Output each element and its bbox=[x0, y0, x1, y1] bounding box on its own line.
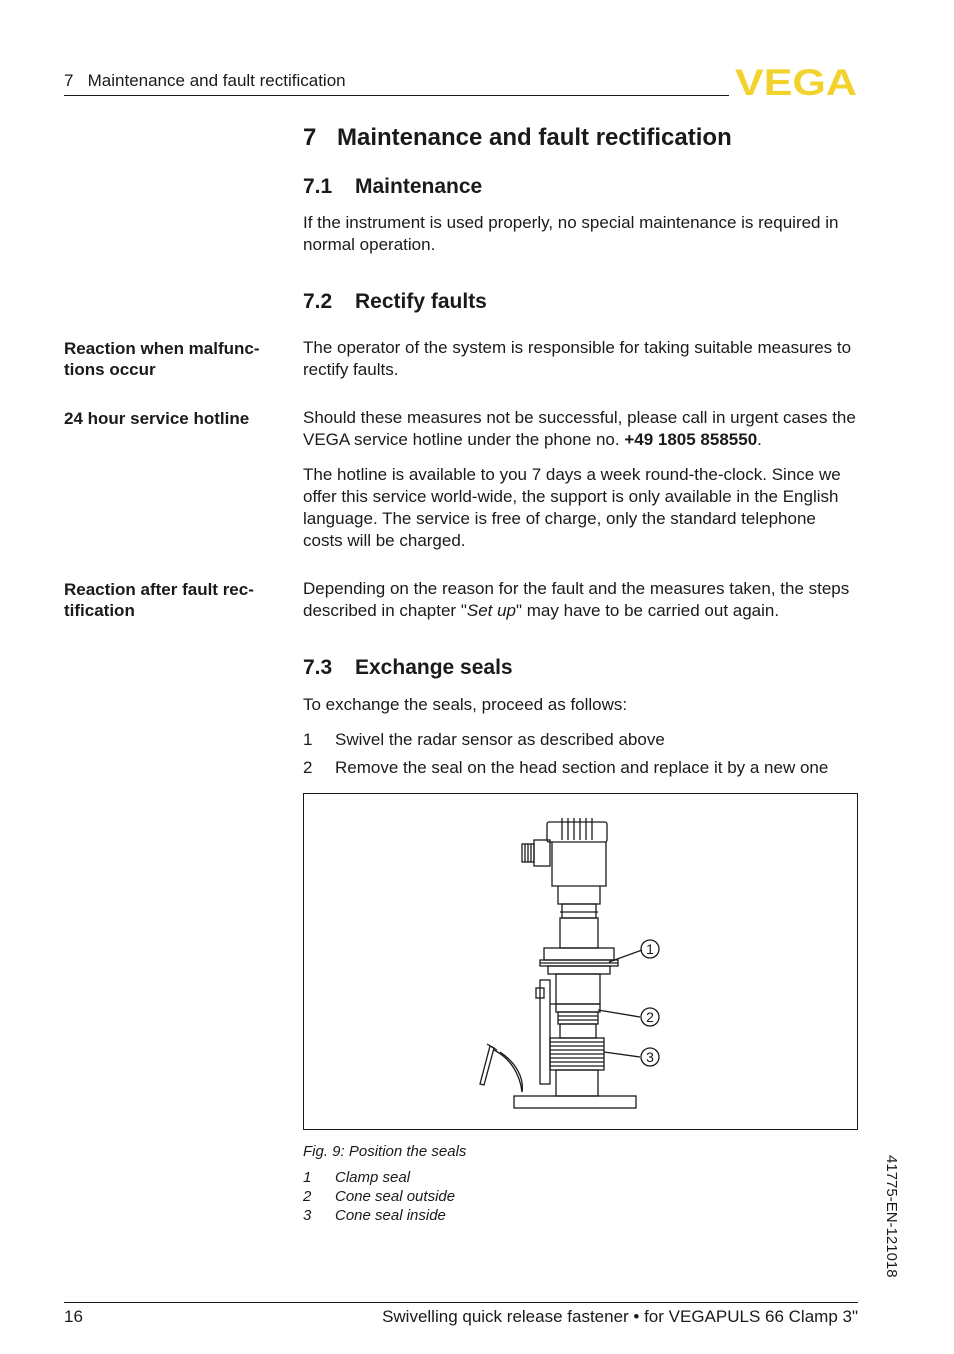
document-id-text: 41775-EN-121018 bbox=[883, 1155, 900, 1278]
margin-label-after-fault: Reaction after fault rec-tification bbox=[64, 580, 254, 620]
chapter-number: 7 bbox=[303, 124, 317, 151]
legend-item bbox=[303, 1187, 455, 1206]
legend-number: 3 bbox=[303, 1207, 312, 1224]
callout-2: 2 bbox=[646, 1009, 654, 1025]
footer-rule bbox=[64, 1302, 858, 1303]
section-heading-exchange-seals bbox=[303, 656, 513, 680]
hotline-paragraph bbox=[303, 407, 859, 451]
step-text: Swivel the radar sensor as described above bbox=[335, 730, 665, 749]
hotline-availability-paragraph: The hotline is available to you 7 days a week round-the-clock. Since we offer this service world-wide, the support is only available in the English language. The service is free of charge, only the standard telephone costs will be charged. bbox=[303, 465, 841, 550]
section-number: 7.2 bbox=[303, 290, 333, 313]
legend-text: Clamp seal bbox=[335, 1169, 411, 1186]
section-title: Maintenance bbox=[355, 175, 483, 198]
after-fault-text: Depending on the reason for the fault and the measures taken, the steps described in chapter " bbox=[303, 579, 850, 620]
after-fault-paragraph bbox=[303, 578, 859, 622]
chapter-title: Maintenance and fault rectification bbox=[337, 124, 732, 151]
vega-logo bbox=[734, 66, 858, 98]
document-id bbox=[876, 1155, 906, 1305]
legend-text: Cone seal inside bbox=[335, 1207, 446, 1224]
after-fault-text-end: " may have to be carried out again. bbox=[516, 601, 780, 620]
footer-document-title: Swivelling quick release fastener • for VEGAPULS 66 Clamp 3" bbox=[382, 1307, 858, 1326]
page-number: 16 bbox=[64, 1307, 83, 1326]
running-header: 7 Maintenance and fault rectification bbox=[64, 71, 346, 90]
margin-label-malfunction: Reaction when malfunc-tions occur bbox=[64, 339, 260, 379]
maintenance-paragraph: If the instrument is used properly, no special maintenance is required in normal operation. bbox=[303, 213, 839, 254]
legend-item bbox=[303, 1206, 446, 1225]
vega-logo-text: VEGA bbox=[735, 66, 857, 98]
malfunction-paragraph: The operator of the system is responsible for taking suitable measures to rectify faults. bbox=[303, 338, 852, 379]
radar-sensor-drawing bbox=[304, 794, 857, 1129]
step-item bbox=[303, 757, 828, 779]
legend-item bbox=[303, 1168, 410, 1187]
header-rule bbox=[64, 95, 729, 96]
hotline-text-end: . bbox=[757, 430, 762, 449]
step-item bbox=[303, 729, 665, 751]
margin-label-hotline: 24 hour service hotline bbox=[64, 409, 250, 428]
step-number: 1 bbox=[303, 730, 313, 749]
chapter-heading bbox=[303, 124, 732, 152]
step-number: 2 bbox=[303, 758, 313, 777]
section-title: Rectify faults bbox=[355, 290, 487, 313]
section-heading-rectify-faults bbox=[303, 290, 487, 314]
section-title: Exchange seals bbox=[355, 656, 513, 679]
section-heading-maintenance bbox=[303, 175, 482, 199]
seal-position-figure bbox=[303, 793, 858, 1130]
figure-caption: Fig. 9: Position the seals bbox=[303, 1143, 467, 1160]
setup-chapter-reference: Set up bbox=[466, 601, 517, 620]
callout-3: 3 bbox=[646, 1049, 654, 1065]
hotline-text: Should these measures not be successful, please call in urgent cases the VEGA service hotline under the phone no. bbox=[303, 408, 856, 449]
legend-number: 1 bbox=[303, 1169, 312, 1186]
callout-1: 1 bbox=[646, 941, 654, 957]
exchange-seals-intro: To exchange the seals, proceed as follows: bbox=[303, 695, 628, 714]
legend-number: 2 bbox=[303, 1188, 312, 1205]
legend-text: Cone seal outside bbox=[335, 1188, 456, 1205]
step-text: Remove the seal on the head section and replace it by a new one bbox=[335, 758, 829, 777]
hotline-phone-number: +49 1805 858550 bbox=[624, 430, 758, 449]
section-number: 7.3 bbox=[303, 656, 333, 679]
section-number: 7.1 bbox=[303, 175, 333, 198]
